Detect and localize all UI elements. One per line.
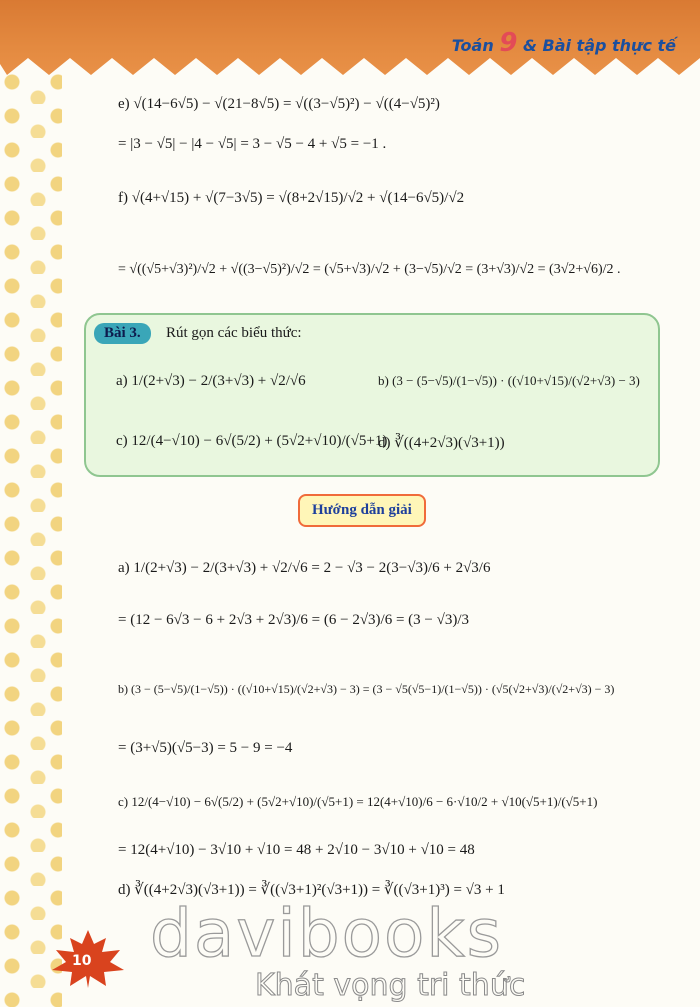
exercise-3-c: c) 12/(4−√10) − 6√(5/2) + (5√2+√10)/(√5+1) <box>116 433 388 449</box>
exercise-3-d: d) ∛((4+2√3)(√3+1)) <box>378 435 505 451</box>
solution-3c-line-1: c) 12/(4−√10) − 6√(5/2) + (5√2+√10)/(√5+1) = 12(4+√10)/6 − 6·√10/2 + √10(√5+1)/(√5+1) <box>118 794 598 809</box>
page-number: 10 <box>72 953 92 969</box>
solution-3b-line-1: b) (3 − (5−√5)/(1−√5)) · ((√10+√15)/(√2+√3) − 3) = (3 − √5(√5−1)/(1−√5)) · (√5(√2+√3)/(√2+√3) − 3) <box>118 682 615 696</box>
solution-3a-line-2: = (12 − 6√3 − 6 + 2√3 + 2√3)/6 = (6 − 2√3)/6 = (3 − √3)/3 <box>118 612 470 628</box>
solution-e-line-2: = |3 − √5| − |4 − √5| = 3 − √5 − 4 + √5 = −1 . <box>118 136 387 152</box>
solution-3a-line-1: a) 1/(2+√3) − 2/(3+√3) + √2/√6 = 2 − √3 − 2(3−√3)/6 + 2√3/6 <box>118 560 491 576</box>
book-title-prefix: Toán <box>451 36 500 55</box>
hexagon-margin-decoration <box>0 70 62 1007</box>
exercise-3-box <box>84 313 660 477</box>
solution-3d-line-1: d) ∛((4+2√3)(√3+1)) = ∛((√3+1)²(√3+1)) = ∛((√3+1)³) = √3 + 1 <box>118 882 505 898</box>
exercise-3-title: Rút gọn các biểu thức: <box>166 325 302 341</box>
solution-3c-line-2: = 12(4+√10) − 3√10 + √10 = 48 + 2√10 − 3√10 + √10 = 48 <box>118 842 475 858</box>
solution-f-line-1: f) √(4+√15) + √(7−3√5) = √(8+2√15)/√2 + √(14−6√5)/√2 <box>118 190 465 206</box>
solution-3b-line-2: = (3+√5)(√5−3) = 5 − 9 = −4 <box>118 740 293 756</box>
exercise-3-tag: Bài 3. <box>94 323 151 344</box>
solution-guide-banner: Hướng dẫn giải <box>298 494 426 527</box>
solution-e-line-1: e) √(14−6√5) − √(21−8√5) = √((3−√5)²) − √((4−√5)²) <box>118 96 440 112</box>
book-title <box>452 28 676 58</box>
book-title-suffix: & Bài tập thực tế <box>517 36 676 55</box>
exercise-3-a: a) 1/(2+√3) − 2/(3+√3) + √2/√6 <box>116 373 306 389</box>
book-title-nine: 9 <box>499 28 518 58</box>
exercise-3-b: b) (3 − (5−√5)/(1−√5)) · ((√10+√15)/(√2+√3) − 3) <box>378 373 640 388</box>
watermark-brand: davibooks <box>150 895 503 972</box>
solution-f-line-2: = √((√5+√3)²)/√2 + √((3−√5)²)/√2 = (√5+√3)/√2 + (3−√5)/√2 = (3+√3)/√2 = (3√2+√6)/2 . <box>118 262 621 277</box>
watermark-slogan: Khát vọng tri thức <box>255 968 526 1003</box>
